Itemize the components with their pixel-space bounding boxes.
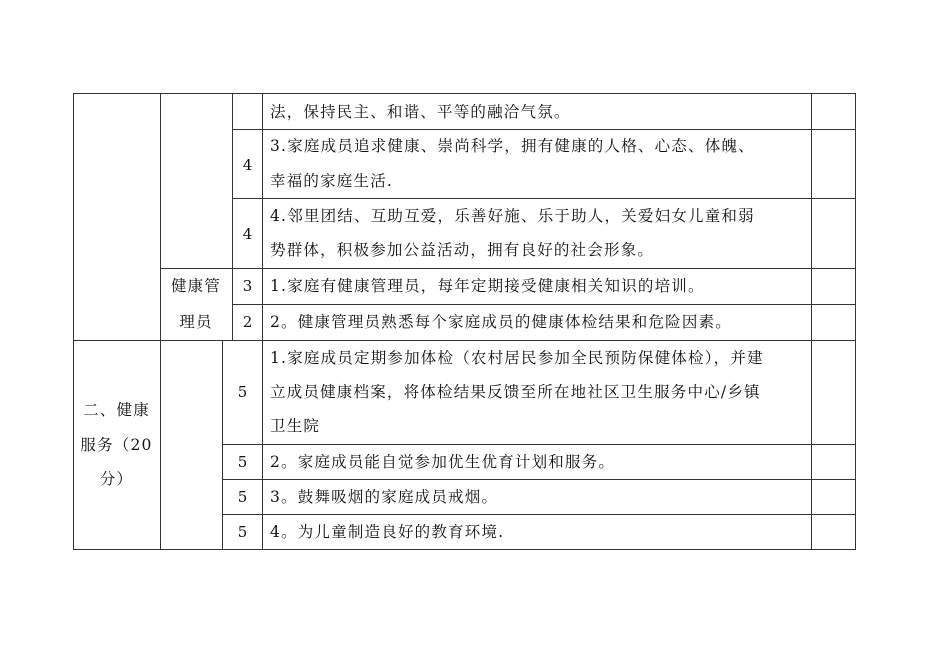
section-divider [73,340,855,341]
criterion-text: 3。鼓舞吸烟的家庭成员戒烟。 [270,488,499,506]
score-cell: 4 [242,225,253,243]
score-cell: 3 [242,277,253,295]
criterion-text: 卫生院 [270,417,321,435]
subcategory-label: 健康管 [170,277,222,295]
row-divider [222,514,855,515]
row-divider [232,198,855,199]
table-border-bottom [73,549,855,550]
score-cell: 5 [237,453,248,471]
score-cell: 4 [242,156,253,174]
column-divider [222,340,223,550]
category-label: 分） [99,470,134,488]
category-label: 服务（20 [80,436,153,454]
column-divider [232,93,233,341]
table-border-right [855,93,856,550]
criterion-text: 势群体，积极参加公益活动，拥有良好的社会形象。 [270,241,655,259]
criterion-text: 4.邻里团结、互助互爱，乐善好施、乐于助人，关爱妇女儿童和弱 [270,207,755,225]
subcategory-label: 理员 [179,313,213,331]
criterion-text: 法，保持民主、和谐、平等的融洽气氛。 [270,103,571,121]
criterion-text: 4。为儿童制造良好的教育环境. [270,523,505,541]
column-divider [811,93,812,550]
column-divider [262,93,263,550]
criterion-text: 2。家庭成员能自觉参加优生优育计划和服务。 [270,453,616,471]
score-cell: 2 [242,313,253,331]
table-border-top [73,93,855,94]
score-cell: 5 [237,383,248,401]
criterion-text: 2。健康管理员熟悉每个家庭成员的健康体检结果和危险因素。 [270,313,732,331]
score-cell: 5 [237,488,248,506]
criterion-text: 1.家庭有健康管理员，每年定期接受健康相关知识的培训。 [270,277,705,295]
criterion-text: 3.家庭成员追求健康、崇尚科学，拥有健康的人格、心态、体魄、 [270,137,755,155]
category-label: 二、健康 [83,401,150,419]
score-cell: 5 [237,523,248,541]
criterion-text: 立成员健康档案，将体检结果反馈至所在地社区卫生服务中心/乡镇 [270,383,761,401]
row-divider [232,304,855,305]
row-divider [222,479,855,480]
criterion-text: 1.家庭成员定期参加体检（农村居民参加全民预防保健体检），并建 [270,349,764,367]
row-divider [232,129,855,130]
criterion-text: 幸福的家庭生活. [270,172,394,190]
row-divider [222,444,855,445]
row-divider [160,268,855,269]
